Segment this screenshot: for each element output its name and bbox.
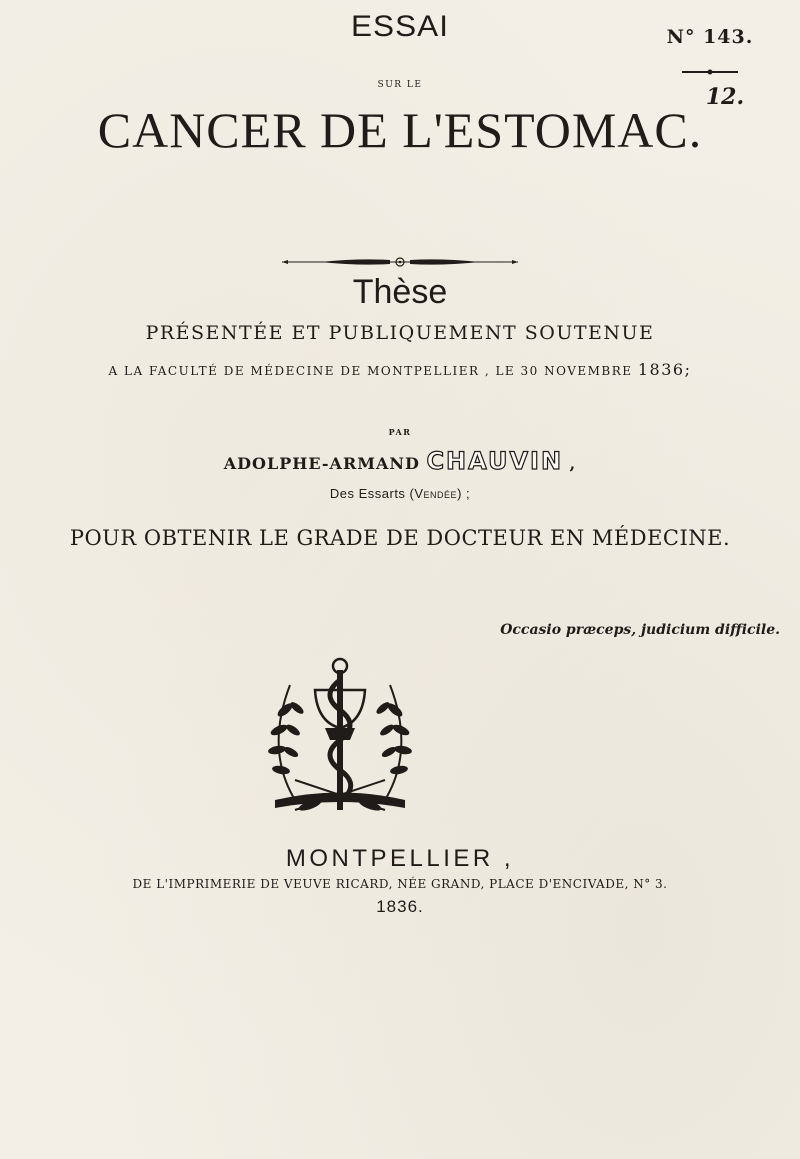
- origin-prefix: Des Essarts (: [329, 486, 415, 501]
- blank-page-area: [0, 940, 800, 1150]
- author-line: [0, 447, 800, 475]
- motto: Occasio præceps, judicium difficile.: [500, 622, 780, 638]
- caduceus-emblem-icon: [255, 650, 425, 825]
- author-family-name: CHAUVIN: [426, 447, 564, 475]
- origin-suffix: ) ;: [457, 486, 471, 501]
- essai-heading: ESSAI: [350, 10, 450, 43]
- imprint-year: 1836.: [376, 897, 424, 916]
- main-title: CANCER DE L'ESTOMAC.: [97, 102, 703, 158]
- par-label: PAR: [388, 427, 412, 437]
- faculty-date-line: [0, 360, 800, 379]
- imprint-city: MONTPELLIER ,: [285, 845, 515, 872]
- sur-le-label: SUR LE: [377, 80, 423, 90]
- handwritten-number: 12.: [705, 84, 745, 110]
- catalog-rule-icon: [680, 69, 740, 75]
- faculty-date-text: A LA FACULTÉ DE MÉDECINE DE MONTPELLIER , LE 30 NOVEMBRE: [108, 364, 633, 378]
- presentee-line: PRÉSENTÉE ET PUBLIQUEMENT SOUTENUE: [145, 322, 655, 344]
- author-given-name: ADOLPHE-ARMAND: [223, 454, 420, 473]
- origin-region: Vendée: [414, 486, 458, 501]
- catalog-number: N° 143.: [666, 26, 754, 48]
- author-origin: [0, 486, 800, 501]
- imprint-printer: DE L'IMPRIMERIE DE VEUVE RICARD, NÉE GRAND, PLACE D'ENCIVADE, N° 3.: [132, 877, 668, 891]
- these-heading: Thèse: [352, 273, 448, 311]
- faculty-year: 1836;: [637, 360, 692, 379]
- ornamental-rule-icon: [280, 257, 520, 267]
- degree-line: POUR OBTENIR LE GRADE DE DOCTEUR EN MÉDECINE.: [69, 526, 731, 550]
- author-suffix: ,: [569, 454, 577, 473]
